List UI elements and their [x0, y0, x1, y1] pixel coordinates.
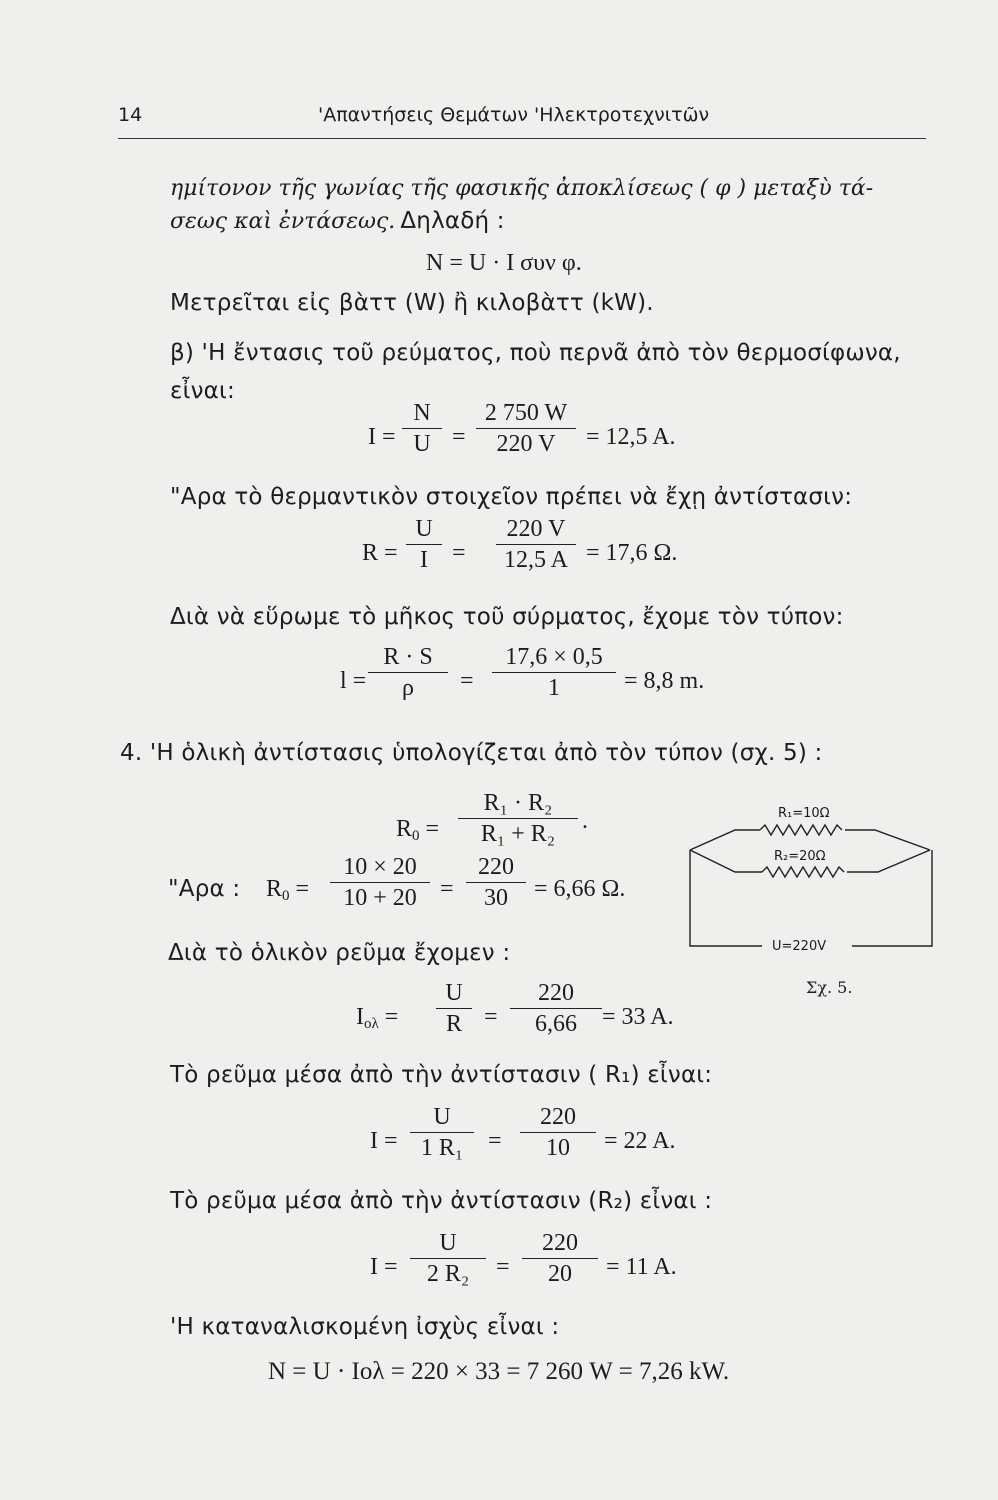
i1-intro: Τὸ ρεῦμα μέσα ἀπὸ τὴν ἀντίστασιν ( R₁) εἶναι:: [170, 1062, 713, 1088]
i2-frac-1-num: U: [439, 1230, 457, 1256]
i2-eq-2: =: [496, 1254, 510, 1280]
r0-frac-num: R₁ · R₂: [483, 790, 553, 816]
page-number: 14: [118, 104, 143, 126]
resistance-frac-2: [494, 514, 578, 575]
i2-frac-2-num: 220: [542, 1230, 578, 1256]
i1-frac-2: [518, 1102, 598, 1163]
ara-frac-2-num: 220: [478, 854, 514, 880]
intro-line-2-italic: σεως καὶ ἐντάσεως.: [170, 209, 396, 234]
resistance-intro: "Αρα τὸ θερμαντικὸν στοιχεῖον πρέπει νὰ ἔχῃ ἀντίστασιν:: [170, 484, 853, 510]
iol-frac-2-num: 220: [538, 980, 574, 1006]
ara-eq: =: [295, 876, 310, 902]
total-current-intro: Διὰ τὸ ὁλικὸν ρεῦμα ἔχομεν :: [168, 940, 511, 966]
resistance-frac-1-den: I: [420, 547, 428, 573]
power-intro: 'Η καταναλισκομένη ἰσχὺς εἶναι :: [170, 1314, 560, 1340]
iol-frac-2: [508, 978, 604, 1039]
r0-dot: .: [582, 808, 588, 834]
ara-result: = 6,66 Ω.: [534, 876, 626, 902]
i1-lhs: I =: [370, 1128, 398, 1154]
intro-line-2: [170, 208, 505, 234]
length-frac-1-num: R · S: [383, 644, 433, 670]
iol-lhs: [356, 1004, 398, 1033]
beta-frac-2: [474, 398, 578, 459]
ara-frac-2: [464, 852, 528, 913]
units-line: Μετρεῖται εἰς βὰττ (W) ἢ κιλοβὰττ (kW).: [170, 290, 654, 316]
resistance-result: = 17,6 Ω.: [586, 540, 678, 566]
r0-lhs: [396, 816, 439, 845]
i2-frac-2: [520, 1228, 600, 1289]
iol-eq: =: [384, 1004, 399, 1030]
length-frac-2-den: 1: [548, 675, 560, 701]
circuit-diagram: [680, 800, 940, 1000]
length-eq: =: [460, 668, 474, 694]
header-rule: [118, 138, 926, 139]
r1-right-wire: [845, 830, 930, 850]
ara-eq-2: =: [440, 876, 454, 902]
i2-result: = 11 A.: [606, 1254, 677, 1280]
ara-r0-sub: 0: [282, 888, 290, 904]
i1-result: = 22 A.: [604, 1128, 676, 1154]
i1-frac-1-num: U: [433, 1104, 451, 1130]
beta-line-1: β) 'Η ἔντασις τοῦ ρεύματος, ποὺ περνᾶ ἀπὸ τὸν θερμοσίφωνα,: [170, 340, 901, 366]
resistance-frac-1-num: U: [415, 516, 433, 542]
i2-intro: Τὸ ρεῦμα μέσα ἀπὸ τὴν ἀντίστασιν (R₂) εἶναι :: [170, 1188, 713, 1214]
iol-frac-1-den: R: [445, 1011, 462, 1037]
ara-frac-1-num: 10 × 20: [343, 854, 417, 880]
i1-frac-1: [408, 1102, 476, 1163]
r2-left-wire: [690, 850, 762, 872]
u-label: U=220V: [772, 939, 827, 954]
intro-line-1: ημίτονον τῆς γωνίας τῆς φασικῆς ἀποκλίσεως ( φ ) μεταξὺ τά-: [170, 176, 874, 201]
intro-line-2-rest: Δηλαδή :: [400, 208, 505, 234]
r0-symbol: R: [396, 816, 413, 842]
ara-frac-1-den: 10 + 20: [343, 885, 417, 911]
r2-resistor: [762, 867, 844, 877]
beta-frac-1-num: N: [413, 400, 431, 426]
r1-label: R₁=10Ω: [778, 806, 830, 821]
resistance-frac-2-num: 220 V: [506, 516, 566, 542]
length-frac-2: [490, 642, 618, 703]
resistance-eq: =: [452, 540, 466, 566]
ara-lhs: [266, 876, 309, 905]
length-result: = 8,8 m.: [624, 668, 705, 694]
i1-frac-2-num: 220: [540, 1104, 576, 1130]
length-intro: Διὰ νὰ εὕρωμε τὸ μῆκος τοῦ σύρματος, ἔχομε τὸν τύπον:: [170, 604, 844, 630]
q4-intro: 4. 'Η ὁλικὴ ἀντίστασις ὑπολογίζεται ἀπὸ τὸν τύπον (σχ. 5) :: [120, 740, 823, 766]
length-frac-1-den: ρ: [402, 675, 414, 701]
beta-frac-1: [400, 398, 444, 459]
r0-sub: 0: [412, 828, 420, 844]
r1-resistor: [760, 825, 842, 835]
source-left-wire: [690, 850, 762, 946]
beta-frac-1-den: U: [413, 431, 431, 457]
beta-result: = 12,5 A.: [586, 424, 676, 450]
i2-frac-1: [408, 1228, 488, 1289]
resistance-lhs: R =: [362, 540, 398, 566]
i2-frac-1-den: 2 R₂: [426, 1261, 470, 1287]
r1-left-wire: [690, 830, 760, 850]
i1-frac-2-den: 10: [546, 1135, 570, 1161]
i1-eq-2: =: [488, 1128, 502, 1154]
beta-frac-2-den: 220 V: [496, 431, 556, 457]
iol-frac-1-num: U: [445, 980, 463, 1006]
r0-eq: =: [425, 816, 440, 842]
i2-frac-2-den: 20: [548, 1261, 572, 1287]
r0-frac-den: R₁ + R₂: [480, 821, 556, 847]
iol-frac-2-den: 6,66: [535, 1011, 577, 1037]
beta-lhs: I =: [368, 424, 396, 450]
ara-frac-1: [328, 852, 432, 913]
iol-frac-1: [434, 978, 474, 1039]
ara-r0-symbol: R: [266, 876, 283, 902]
ara-frac-2-den: 30: [484, 885, 508, 911]
iol-result: = 33 A.: [602, 1004, 674, 1030]
beta-eq: =: [452, 424, 466, 450]
beta-frac-2-num: 2 750 W: [484, 400, 568, 426]
i1-frac-1-den: 1 R₁: [420, 1135, 464, 1161]
resistance-frac-1: [404, 514, 444, 575]
r0-frac: [456, 788, 580, 849]
figure-caption: Σχ. 5.: [806, 978, 853, 997]
beta-line-2: εἶναι:: [170, 378, 235, 404]
power-formula-intro: N = U · I συν φ.: [426, 250, 582, 276]
length-lhs: l =: [340, 668, 367, 694]
source-right-wire: [852, 850, 932, 946]
r2-right-wire: [847, 850, 930, 872]
length-frac-1: [366, 642, 450, 703]
ara-label: "Αρα :: [168, 876, 241, 902]
length-frac-2-num: 17,6 × 0,5: [505, 644, 603, 670]
power-formula: N = U · Iολ = 220 × 33 = 7 260 W = 7,26 kW.: [268, 1358, 730, 1385]
iol-eq-2: =: [484, 1004, 498, 1030]
iol-sub: ολ: [364, 1016, 379, 1032]
iol-symbol: I: [356, 1004, 364, 1030]
i2-lhs: I =: [370, 1254, 398, 1280]
r2-label: R₂=20Ω: [774, 849, 826, 864]
resistance-frac-2-den: 12,5 A: [503, 547, 568, 573]
running-title: 'Απαντήσεις Θεμάτων 'Ηλεκτροτεχνιτῶν: [318, 104, 710, 126]
